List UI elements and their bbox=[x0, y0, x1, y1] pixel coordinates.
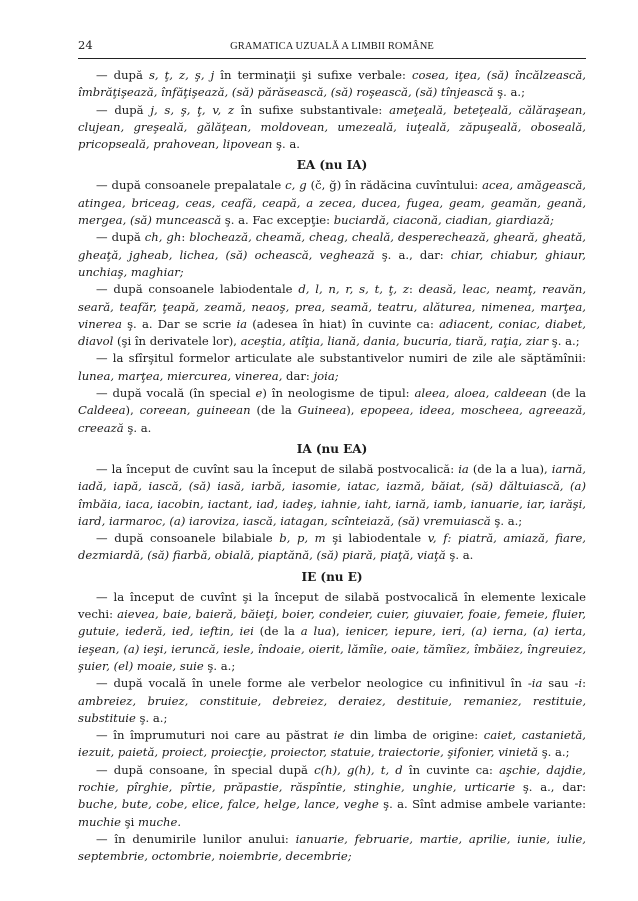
example-text: muche. bbox=[138, 814, 181, 829]
document-body bbox=[78, 67, 586, 865]
rule-paragraph bbox=[78, 762, 586, 831]
example-text: aceştia, atîţia, liană, dania, bucuria, tiară, raţia, ziar bbox=[240, 334, 549, 349]
paragraph-text: ş. a. bbox=[272, 137, 300, 152]
section-heading: EA (nu IA) bbox=[296, 158, 368, 173]
paragraph-text: — după bbox=[96, 68, 149, 82]
example-text: adiacent, coniac, diabet, diavol bbox=[78, 316, 586, 349]
paragraph-text: ), bbox=[331, 624, 346, 639]
rule-paragraph bbox=[78, 831, 586, 866]
paragraph-text: ş. a., dar: bbox=[515, 779, 586, 794]
paragraph-text: (de la bbox=[250, 403, 298, 418]
example-text: coreean, guineean bbox=[139, 403, 251, 418]
paragraph-text: ), bbox=[346, 403, 361, 418]
example-text: ianuarie, februarie, martie, aprilie, iunie, iulie, septembrie, octombrie, noiembrie, decembrie; bbox=[78, 831, 586, 864]
paragraph-text: — după bbox=[96, 102, 151, 117]
paragraph-text: ş. a. Sînt admise ambele variante: bbox=[378, 797, 586, 812]
example-text: ie bbox=[333, 728, 345, 743]
example-text: -i bbox=[574, 676, 583, 691]
paragraph-text: — în împrumuturi noi care au păstrat bbox=[96, 728, 334, 743]
example-text: joia; bbox=[313, 368, 339, 383]
rule-paragraph bbox=[78, 461, 586, 530]
example-text: a lua bbox=[300, 624, 332, 639]
rule-paragraph bbox=[78, 102, 586, 154]
example-text: -ia bbox=[527, 676, 543, 691]
paragraph-text: dar: bbox=[282, 368, 314, 383]
paragraph-text: (de la a lua), bbox=[468, 461, 552, 476]
paragraph-text: ), bbox=[125, 403, 140, 418]
example-text: s, ţ, z, ş, j bbox=[148, 68, 215, 82]
example-text: ia bbox=[236, 316, 248, 331]
example-text: muchie bbox=[78, 814, 121, 829]
running-header bbox=[78, 38, 586, 59]
paragraph-text: ş. a., dar: bbox=[374, 247, 451, 262]
example-text: ia bbox=[458, 461, 469, 476]
paragraph-text: sau bbox=[542, 676, 575, 691]
paragraph-text: — la început de cuvînt şi la început de silabă postvocalică în elemente lexicale vechi: bbox=[78, 589, 586, 622]
paragraph-text: din limba de origine: bbox=[344, 728, 484, 743]
paragraph-text: (de la bbox=[253, 624, 301, 639]
paragraph-text: şi bbox=[121, 814, 139, 829]
example-text: buciardă, ciaconă, ciadian, giardiază; bbox=[333, 213, 554, 228]
page bbox=[78, 38, 586, 865]
paragraph-text: în sufixe substantivale: bbox=[234, 102, 390, 117]
example-text: ienicer, iepure, ieri, (a) ierna, (a) ierta, ieşean, (a) ieşi, ieruncă, iesle, îndoaie, oierit, lămîie, oaie, tămîiez, îmbăiez, îngreuiez, şuier, (el) moaie, suie bbox=[78, 624, 586, 673]
paragraph-text: ş. a.; bbox=[135, 710, 168, 725]
rule-paragraph bbox=[78, 530, 586, 565]
paragraph-text: ş. a.; bbox=[493, 85, 525, 100]
example-text: j, s, ş, ţ, v, z bbox=[150, 102, 235, 117]
paragraph-text: — la sfîrşitul formelor articulate ale substantivelor numiri de zile ale săptămînii: bbox=[96, 351, 586, 366]
example-text: buche, bute, cobe, elice, falce, helge, lance, veghe bbox=[78, 797, 379, 812]
rule-paragraph bbox=[78, 229, 586, 281]
rule-paragraph bbox=[78, 675, 586, 727]
section-heading: IE (nu E) bbox=[301, 569, 363, 584]
example-text: Guineea bbox=[297, 403, 347, 418]
rule-paragraph bbox=[78, 589, 586, 675]
example-text: caiet, castanietă, iezuit, paietă, proiect, proiecţie, proiector, statuie, traiectorie, şifonier, vinietă bbox=[78, 728, 586, 760]
paragraph-text: ş. a.; bbox=[538, 745, 570, 760]
example-text: lunea, marţea, miercurea, vinerea, bbox=[78, 368, 283, 383]
paragraph-text: (de la bbox=[546, 386, 587, 401]
paragraph-text: : bbox=[582, 676, 587, 691]
paragraph-text: în cuvinte ca: bbox=[402, 762, 500, 777]
example-text: d, l, n, r, s, t, ţ, z bbox=[298, 282, 409, 297]
rule-paragraph bbox=[78, 281, 586, 350]
paragraph-text: ş. a.; bbox=[490, 513, 523, 528]
paragraph-text: — în denumirile lunilor anului: bbox=[96, 831, 296, 846]
paragraph-text: — la început de cuvînt sau la început de silabă postvocalică: bbox=[96, 461, 459, 476]
paragraph-text: ş. a. Dar se scrie bbox=[121, 316, 237, 331]
example-text: chiar, chiabur, ghiaur, unchiaş, maghiar; bbox=[78, 247, 586, 279]
example-text: v, f: piatră, amiază, fiare, dezmiardă, (să) fiarbă, obială, piaptănă, (să) piară, piaţă, viaţă bbox=[78, 531, 586, 563]
paragraph-text: ş. a. bbox=[445, 548, 474, 563]
paragraph-text: — după bbox=[96, 230, 145, 245]
paragraph-text: (č, ğ) în rădăcina cuvîntului: bbox=[306, 178, 483, 193]
example-text: ch, gh bbox=[144, 230, 182, 245]
paragraph-text: ş. a.; bbox=[548, 334, 580, 349]
paragraph-text: în terminaţii şi sufixe verbale: bbox=[214, 68, 412, 82]
running-title: GRAMATICA UZUALĂ A LIMBII ROMÂNE bbox=[230, 41, 434, 52]
example-text: c, g bbox=[285, 178, 307, 193]
paragraph-text: ş. a. bbox=[123, 420, 152, 435]
paragraph-text: (şi în derivatele lor), bbox=[113, 334, 241, 349]
example-text: e bbox=[255, 386, 263, 401]
example-text: aievea, baie, baieră, băieţi, boier, condeier, cuier, giuvaier, foaie, femeie, fluier, gutuie, iederă, ied, ieftin, iei bbox=[78, 607, 586, 639]
example-text: Caldeea bbox=[78, 403, 126, 418]
paragraph-text: (adesea în hiat) în cuvinte ca: bbox=[247, 316, 440, 331]
rule-paragraph bbox=[78, 177, 586, 229]
example-text: ambreiez, bruiez, constituie, debreiez, deraiez, destituie, remaniez, restituie, substituie bbox=[78, 693, 586, 725]
rule-paragraph bbox=[78, 67, 586, 102]
paragraph-text: : bbox=[408, 282, 419, 297]
example-text: c(h), g(h), t, d bbox=[314, 762, 403, 777]
page-number: 24 bbox=[78, 38, 93, 52]
paragraph-text: — după consoanele prepalatale bbox=[96, 178, 286, 193]
rule-paragraph bbox=[78, 350, 586, 385]
paragraph-text: ş. a.; bbox=[203, 658, 236, 673]
example-text: deasă, leac, neamţ, reavăn, seară, teafăr, ţeapă, zeamă, neaoş, prea, seamă, teatru, alăturea, nimenea, marţea, vinerea bbox=[78, 282, 587, 331]
rule-paragraph bbox=[78, 385, 586, 437]
paragraph-text: — după vocală (în special bbox=[96, 386, 256, 401]
paragraph-text: ) în neologisme de tipul: bbox=[262, 386, 415, 401]
paragraph-text: : bbox=[181, 230, 190, 245]
paragraph-text: — după consoanele labiodentale bbox=[96, 282, 299, 297]
example-text: blochează, cheamă, cheag, cheală, desperechează, gheară, gheată, gheaţă, jgheab, lichea, (să) ochească, veghează bbox=[78, 230, 586, 262]
example-text: epopeea, ideea, moscheea, agreează, creează bbox=[78, 403, 586, 435]
example-text: iarnă, iadă, iapă, iască, (să) iasă, iarbă, iasomie, iatac, iazmă, băiat, (să) dăltuiască, (a) îmbăia, iaca, iacobin, iactant, iad, iadeş, iahnie, iaht, iarnă, iamb, ianuarie, iar, iarăşi, iard, iarmaroc, (a) iaroviza, iască, iatagan, scînteiază, (să) vremuiască bbox=[78, 461, 586, 528]
example-text: aleea, aloea, caldeean bbox=[414, 386, 547, 401]
rule-paragraph bbox=[78, 727, 586, 762]
example-text: b, p, m bbox=[279, 531, 326, 546]
section-heading: IA (nu EA) bbox=[296, 441, 368, 456]
paragraph-text: ş. a. Fac excepţie: bbox=[221, 213, 334, 228]
example-text: aşchie, dajdie, rochie, pîrghie, pîrtie, prăpastie, răspîntie, stinghie, unghie, urticarie bbox=[78, 762, 586, 794]
paragraph-text: şi labiodentale bbox=[325, 531, 428, 546]
paragraph-text: — după consoane, în special după bbox=[96, 762, 315, 777]
paragraph-text: — după consoanele bilabiale bbox=[96, 531, 280, 546]
example-text: cosea, iţea, (să) încălzească, îmbrăţişează, înfăţişează, (să) părăsească, (să) roşească, (să) tînjească bbox=[78, 68, 586, 100]
paragraph-text: — după vocală în unele forme ale verbelor neologice cu infinitivul în bbox=[96, 676, 528, 691]
example-text: ameţeală, beteţeală, călăraşean, clujean, greşeală, gălăţean, moldovean, umezeală, iuţeală, zăpuşeală, oboseală, pricopseală, prahovean, lipovean bbox=[78, 102, 587, 152]
example-text: acea, amăgească, atingea, briceag, ceas, ceafă, ceapă, a zecea, ducea, fugea, geam, geamăn, geană, mergea, (să) muncească bbox=[78, 178, 586, 228]
